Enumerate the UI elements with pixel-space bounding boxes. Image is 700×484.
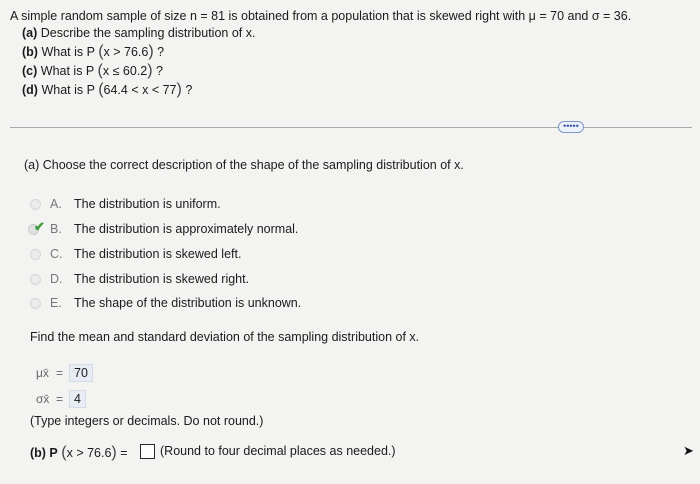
- option-e-letter: E.: [50, 296, 62, 310]
- question-a-label: (a): [22, 26, 38, 40]
- option-b-letter: B.: [50, 222, 62, 236]
- option-a-text: The distribution is uniform.: [74, 197, 221, 211]
- mean-sd-prompt: Find the mean and standard deviation of the sampling distribution of x.: [30, 330, 420, 344]
- question-b-tail: ?: [157, 45, 165, 59]
- option-c-radio[interactable]: [30, 249, 41, 260]
- sigma-answer-box[interactable]: 4: [69, 390, 86, 408]
- sigma-xbar-symbol: σx̄: [36, 392, 50, 406]
- question-d-text: What is P: [41, 83, 95, 97]
- option-c-text: The distribution is skewed left.: [74, 247, 242, 261]
- part-b-hint: (Round to four decimal places as needed.): [160, 444, 396, 458]
- sigma-equals: =: [56, 392, 64, 406]
- question-d-tail: ?: [185, 83, 193, 97]
- question-d: (d) What is P (64.4 < x < 77) ?: [22, 81, 193, 98]
- mu-xbar-symbol: μx̄: [36, 366, 49, 380]
- part-b-answer-input[interactable]: [140, 444, 155, 459]
- question-a-text: Describe the sampling distribution of x.: [40, 26, 256, 40]
- option-b-text: The distribution is approximately normal.: [74, 222, 299, 236]
- part-b-label: (b) P: [30, 446, 58, 460]
- part-b-equals: =: [120, 446, 128, 460]
- option-a-radio[interactable]: [30, 199, 41, 210]
- expand-more-button[interactable]: •••••: [558, 121, 584, 133]
- option-c[interactable]: [50, 247, 241, 261]
- question-b-expr: x > 76.6: [103, 45, 149, 59]
- question-d-expr: 64.4 < x < 77: [103, 83, 177, 97]
- question-d-label: (d): [22, 83, 38, 97]
- question-c-text: What is P: [40, 64, 95, 78]
- option-e-radio[interactable]: [30, 298, 41, 309]
- question-b: (b) What is P (x > 76.6) ?: [22, 43, 165, 60]
- question-c-expr: x ≤ 60.2: [102, 64, 148, 78]
- option-a-letter: A.: [50, 197, 62, 211]
- option-d-text: The distribution is skewed right.: [74, 272, 250, 286]
- question-c: (c) What is P (x ≤ 60.2) ?: [22, 62, 163, 79]
- question-b-text: What is P: [41, 45, 95, 59]
- question-c-tail: ?: [156, 64, 163, 78]
- option-a[interactable]: [50, 197, 221, 211]
- mu-equals: =: [56, 366, 64, 380]
- question-b-label: (b): [22, 45, 38, 59]
- option-d[interactable]: [50, 272, 249, 286]
- round-hint: (Type integers or decimals. Do not round.): [30, 414, 264, 428]
- question-c-label: (c): [22, 64, 38, 78]
- mu-answer-box[interactable]: 70: [69, 364, 93, 382]
- option-d-letter: D.: [50, 272, 63, 286]
- checkmark-icon: ✔: [34, 219, 45, 234]
- section-divider: [10, 127, 692, 128]
- option-e-text: The shape of the distribution is unknown.: [74, 296, 302, 310]
- option-c-letter: C.: [50, 247, 63, 261]
- question-a: [22, 26, 255, 40]
- option-d-radio[interactable]: [30, 274, 41, 285]
- option-b[interactable]: [50, 222, 298, 236]
- part-b-question: (b) P (x > 76.6) =: [30, 444, 128, 461]
- part-b-expr: x > 76.6: [66, 446, 112, 460]
- mouse-cursor-icon: ➤: [683, 443, 694, 458]
- option-e[interactable]: [50, 296, 301, 310]
- part-a-prompt: (a) Choose the correct description of the shape of the sampling distribution of x.: [24, 158, 464, 172]
- problem-intro: A simple random sample of size n = 81 is obtained from a population that is skewed right with μ = 70 and σ = 36.: [10, 9, 632, 23]
